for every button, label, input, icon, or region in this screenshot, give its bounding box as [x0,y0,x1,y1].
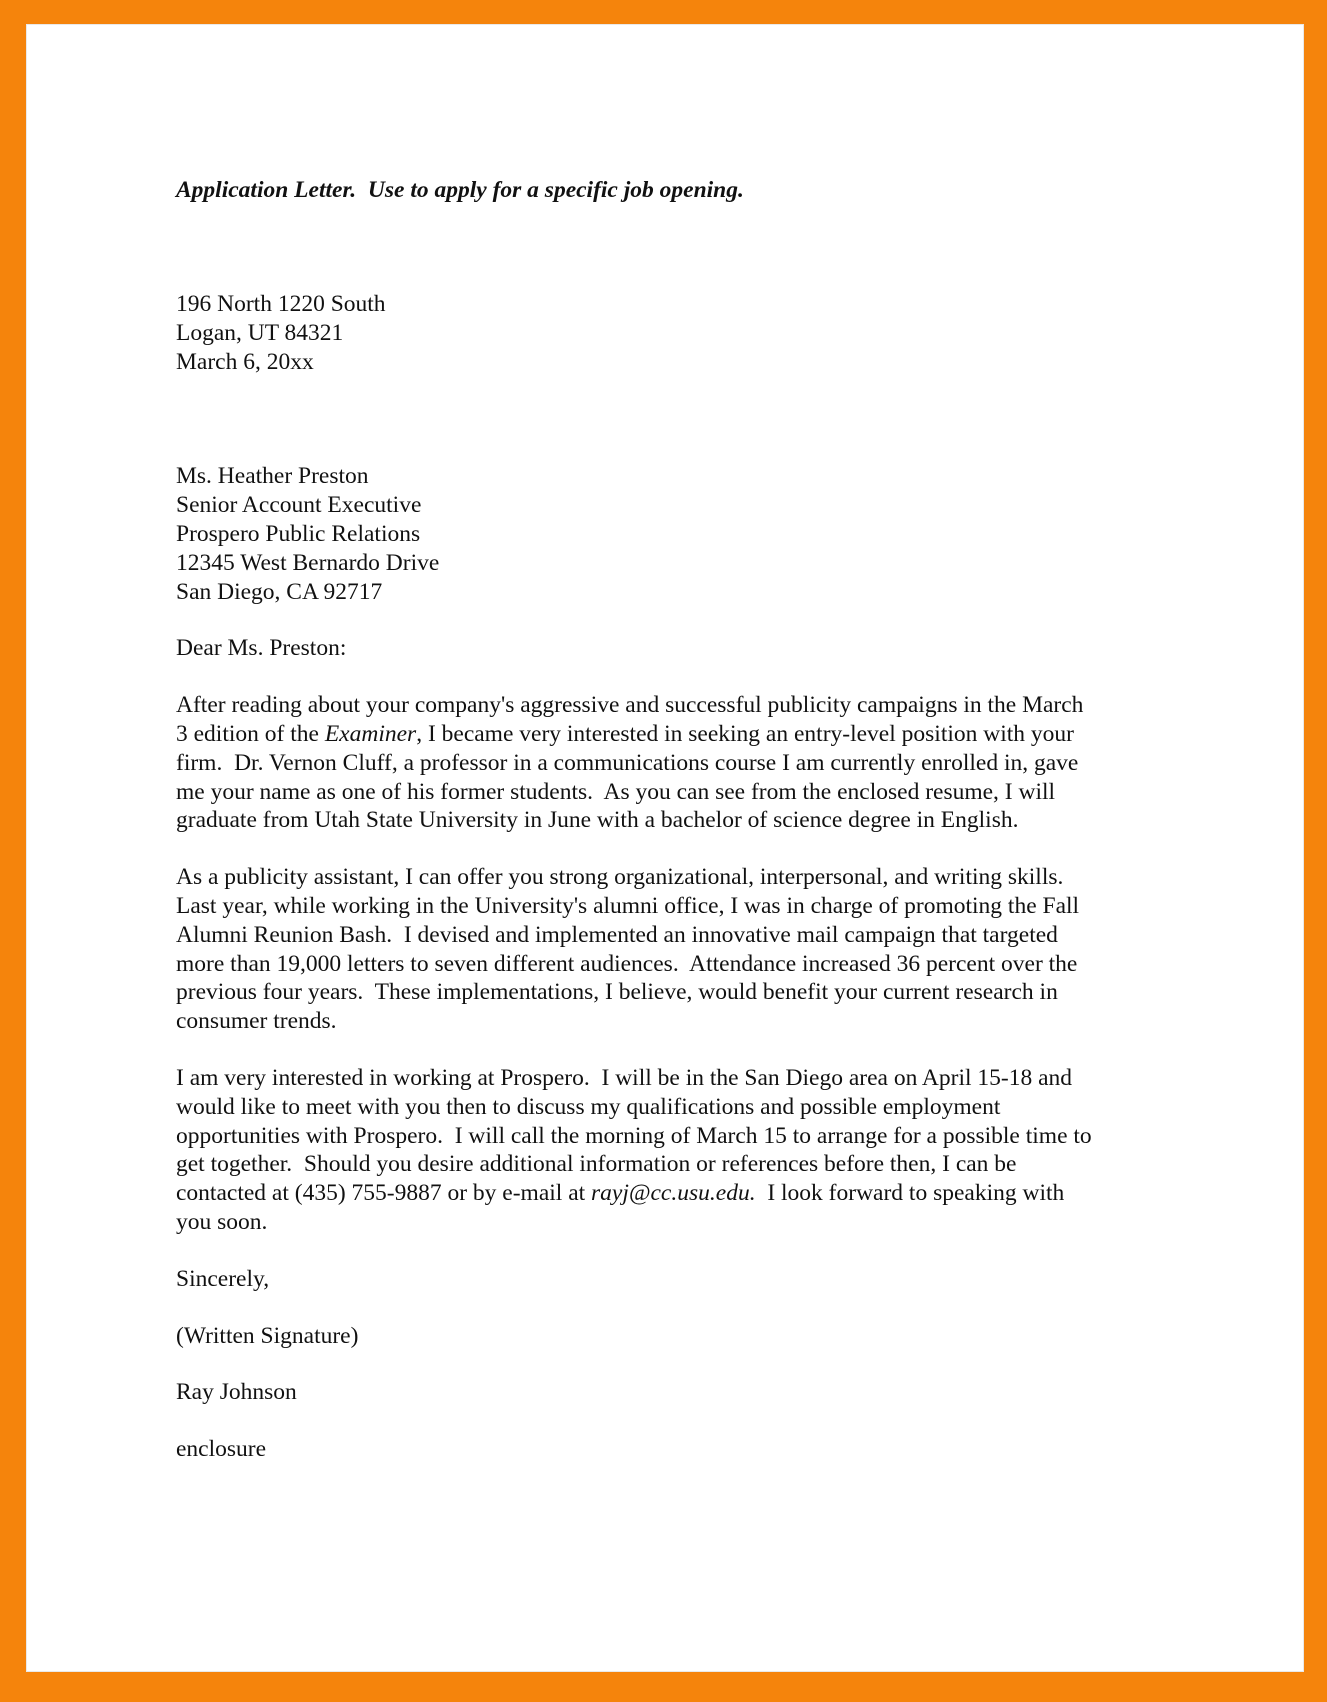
paragraph-line: me your name as one of his former students. As you can see from the enclosed resume, I will [176,778,1056,805]
paragraph-line: graduate from Utah State University in June with a bachelor of science degree in English. [176,807,1019,834]
paragraph-text: contacted at (435) 755-9887 or by e-mail at [176,1180,592,1207]
signer-name: Ray Johnson [176,1379,297,1406]
recipient-title: Senior Account Executive [176,492,422,519]
paragraph-line: previous four years. These implementations, I believe, would benefit your current research in [176,979,1058,1006]
paragraph-line: After reading about your company's aggressive and successful publicity campaigns in the March [176,692,1084,719]
paragraph-line: you soon. [176,1208,268,1235]
paragraph-line: consumer trends. [176,1008,337,1035]
enclosure-note: enclosure [176,1436,267,1463]
letter-date: March 6, 20xx [176,348,314,375]
paragraph-1 [176,691,1186,835]
closing: Sincerely, [176,1265,270,1292]
paragraph-3 [176,1064,1186,1237]
paragraph-line: As a publicity assistant, I can offer you strong organizational, interpersonal, and writing skills. [176,864,1064,891]
paragraph-text: , I became very interested in seeking an entry-level position with your [416,720,1074,747]
recipient-city: San Diego, CA 92717 [176,578,383,605]
paragraph-2 [176,863,1186,1036]
email-address: rayj@cc.usu.edu. [591,1180,756,1207]
return-city: Logan, UT 84321 [176,319,344,346]
paragraph-line: opportunities with Prospero. I will call the morning of March 15 to arrange for a possible time to [176,1122,1092,1149]
letter-body [176,176,1186,1464]
paragraph-line [176,720,1186,749]
paragraph-line: Last year, while working in the University's alumni office, I was in charge of promoting the Fall [176,892,1080,919]
letter-page [26,24,1304,1672]
paragraph-line: firm. Dr. Vernon Cluff, a professor in a communications course I am currently enrolled in, gave [176,749,1079,776]
inside-address [176,462,1186,606]
recipient-company: Prospero Public Relations [176,520,421,547]
recipient-street: 12345 West Bernardo Drive [176,549,440,576]
paragraph-line: get together. Should you desire additional information or references before then, I can be [176,1151,1017,1178]
salutation: Dear Ms. Preston: [176,635,347,662]
paragraph-line: I am very interested in working at Prospero. I will be in the San Diego area on April 15-18 and [176,1064,1073,1091]
paragraph-line: would like to meet with you then to discuss my qualifications and possible employment [176,1093,1001,1120]
publication-title: Examiner [324,720,417,747]
paragraph-line: Alumni Reunion Bash. I devised and implemented an innovative mail campaign that targeted [176,921,1058,948]
paragraph-text: I look forward to speaking with [755,1180,1065,1207]
paragraph-line: more than 19,000 letters to seven different audiences. Attendance increased 36 percent over the [176,950,1078,977]
signature-placeholder: (Written Signature) [176,1322,359,1349]
letter-heading: Application Letter. Use to apply for a specific job opening. [176,177,744,203]
return-street: 196 North 1220 South [176,291,386,317]
paragraph-line [176,1179,1186,1208]
recipient-name: Ms. Heather Preston [176,463,369,490]
return-address [176,290,1186,376]
paragraph-text: 3 edition of the [176,720,325,747]
